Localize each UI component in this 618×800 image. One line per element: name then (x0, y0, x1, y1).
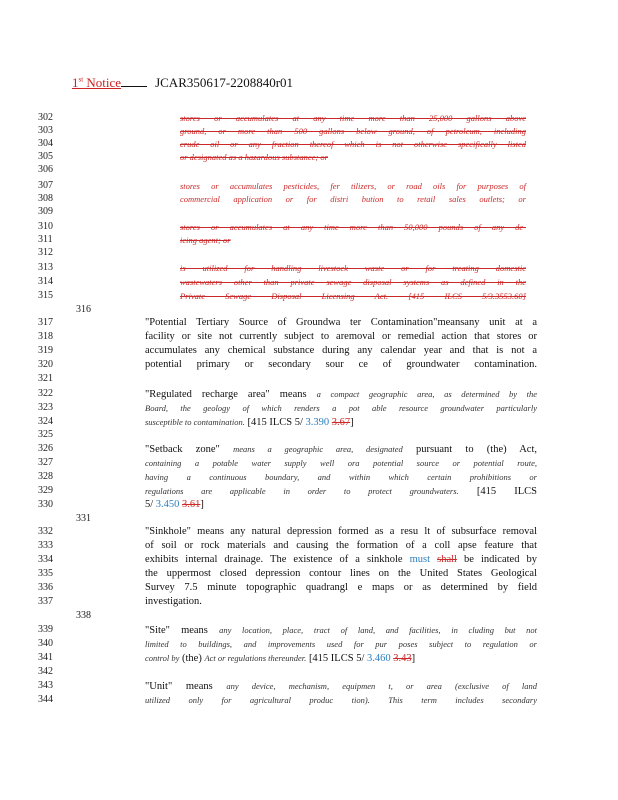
inserted-text: must (409, 554, 431, 565)
citation-text: (the) (182, 653, 202, 664)
line-number: 313 (38, 262, 53, 273)
line-text: stores or accumulates pesticides, fer tilizers, or road oils for purposes of (180, 181, 526, 191)
line-segments (145, 624, 537, 637)
line-segments (145, 471, 537, 484)
line-number: 333 (38, 540, 53, 551)
line-number: 330 (38, 499, 53, 510)
line-segments (145, 694, 537, 707)
text-line (145, 554, 537, 566)
line-number: 311 (38, 234, 53, 245)
line-text: Private Sewage Disposal Licensing Act. [415 ILCS 5/3.3553.60] (180, 291, 526, 301)
line-number: 305 (38, 151, 53, 162)
citation-text: [415 ILCS 5/ (247, 417, 303, 428)
line-number: 336 (38, 582, 53, 593)
notice-label: 1st Notice (72, 75, 122, 90)
text-line (180, 125, 526, 137)
deleted-citation: 3.43 (393, 653, 412, 664)
line-number: 312 (38, 247, 53, 258)
text-line (145, 359, 537, 371)
line-number: 324 (38, 416, 53, 427)
text-line (145, 443, 537, 456)
line-text: stores or accumulates at any time more than 50,000 pounds of any de- (180, 222, 526, 232)
line-text: Survey 7.5 minute topographic quadrangl e maps or as determined by field (145, 582, 537, 593)
text-line (145, 499, 537, 511)
line-text: crude oil or any fraction thereof which is not otherwise specifically listed (180, 139, 526, 149)
statutory-text: having a continuous boundary, and within which certain prohibitions or (145, 472, 537, 482)
line-number: 303 (38, 125, 53, 136)
line-number: 342 (38, 666, 53, 677)
line-number: 329 (38, 485, 53, 496)
deleted-citation: 3.67 (331, 417, 351, 428)
text-line (145, 652, 537, 665)
line-segments (145, 457, 537, 470)
line-number: 326 (38, 443, 53, 454)
line-text: wastewaters other than private sewage disposal systems as defined in the (180, 277, 526, 287)
line-number: 328 (38, 471, 53, 482)
text-line (145, 596, 537, 608)
line-number: 319 (38, 345, 53, 356)
text-line (145, 345, 537, 357)
text-line (145, 485, 537, 498)
text-line (180, 234, 526, 246)
line-text: of soil or rock materials and causing the formation of a coll apse feature that (145, 540, 537, 551)
statutory-text: limited to buildings, and improvements used for pur poses subject to regulation or (145, 639, 537, 649)
closing-bracket: ] (200, 499, 204, 510)
line-segments (145, 499, 537, 511)
inserted-citation: 3.450 (155, 499, 180, 510)
line-segments (145, 416, 537, 429)
text-line (145, 680, 537, 693)
line-text: exhibits internal drainage. The existence of a sinkhole must shall be indicated by (145, 554, 537, 565)
text-line (180, 276, 526, 288)
inserted-citation: 3.390 (305, 417, 330, 428)
text-line (145, 526, 537, 538)
text-line (145, 317, 537, 329)
header-rule (121, 86, 147, 87)
line-segments (145, 402, 537, 415)
line-text: accumulates any chemical substance during any calendar year and that is not a (145, 345, 537, 356)
statutory-text: regulations are applicable in order to protect groundwaters. (145, 486, 459, 496)
statutory-text: control by (145, 653, 180, 663)
line-number: 344 (38, 694, 53, 705)
line-number: 338 (76, 610, 91, 621)
citation-text: [415 ILCS (476, 486, 538, 497)
text-line (180, 151, 526, 163)
line-text: is utilized for handling livestock waste or for treating domestic (180, 263, 526, 273)
line-segments (145, 443, 537, 456)
line-text: commercial application or for distri bution to retail sales outlets; or (180, 194, 526, 204)
line-text: or designated as a hazardous substance; or (180, 152, 328, 162)
line-segments (145, 680, 537, 693)
line-segments (145, 485, 537, 498)
line-number: 322 (38, 388, 53, 399)
line-number: 335 (38, 568, 53, 579)
statutory-text: any device, mechanism, equipmen t, or area (exclusive of land (226, 681, 538, 691)
document-header (72, 75, 293, 91)
text-line (145, 624, 537, 637)
line-number: 332 (38, 526, 53, 537)
inserted-citation: 3.460 (366, 653, 391, 664)
line-segments (145, 388, 537, 401)
text-line (145, 331, 537, 343)
line-number: 334 (38, 554, 53, 565)
text-line (145, 638, 537, 651)
text-line (180, 290, 526, 302)
line-number: 339 (38, 624, 53, 635)
line-number: 314 (38, 276, 53, 287)
defined-term: "Site" means (145, 625, 208, 636)
statutory-text: containing a potable water supply well ora potential source or potential route, (145, 458, 537, 468)
line-number: 341 (38, 652, 53, 663)
line-number: 304 (38, 138, 53, 149)
line-number: 325 (38, 429, 53, 440)
line-text: the uppermost closed depression contour lines on the United States Geological (145, 568, 537, 579)
line-number: 308 (38, 193, 53, 204)
statutory-text: Act or regulations thereunder. (204, 653, 307, 663)
statutory-text: any location, place, tract of land, and facilities, in cluding but not (219, 625, 538, 635)
line-number: 321 (38, 373, 53, 384)
text-line (145, 540, 537, 552)
line-number: 310 (38, 221, 53, 232)
deleted-citation: 3.61 (182, 499, 201, 510)
deleted-text: shall (437, 554, 457, 565)
text-line (145, 416, 537, 429)
text-line (180, 138, 526, 150)
document-id: JCAR350617-2208840r01 (155, 75, 294, 90)
text-line (180, 193, 526, 205)
line-number: 316 (76, 304, 91, 315)
defined-term: "Unit" means (145, 681, 213, 692)
text-line (145, 582, 537, 594)
text-line (145, 388, 537, 401)
line-number: 327 (38, 457, 53, 468)
line-number: 307 (38, 180, 53, 191)
citation-text: 5/ (145, 499, 154, 510)
line-number: 315 (38, 290, 53, 301)
text-line (180, 262, 526, 274)
line-text: ground, or more than 500 gallons below ground, of petroleum, including (180, 126, 526, 136)
line-segments (145, 638, 537, 651)
line-text: potential primary or secondary sour ce of groundwater contamination. (145, 359, 537, 370)
citation-text: pursuant to (the) Act, (416, 444, 538, 455)
line-number: 337 (38, 596, 53, 607)
line-text: investigation. (145, 596, 202, 607)
line-number: 306 (38, 164, 53, 175)
text-line (180, 221, 526, 233)
text-line (145, 568, 537, 580)
statutory-text: utilized only for agricultural produc tion). This term includes secondary (145, 695, 537, 705)
line-text: stores or accumulates at any time more than 25,000 gallons above (180, 113, 526, 123)
line-segments (145, 652, 537, 665)
line-number: 320 (38, 359, 53, 370)
text-line (145, 457, 537, 470)
text-line (145, 694, 537, 707)
line-number: 331 (76, 513, 91, 524)
line-text: "Sinkhole" means any natural depression formed as a resu lt of subsurface removal (145, 526, 537, 537)
line-text: "Potential Tertiary Source of Groundwa ter Contamination"meansany unit at a (145, 317, 537, 328)
text-line (145, 471, 537, 484)
citation-text: [415 ILCS 5/ (308, 653, 365, 664)
statutory-text: a compact geographic area, as determined by the (316, 389, 538, 399)
line-text: icing agent; or (180, 235, 231, 245)
line-number: 317 (38, 317, 53, 328)
text-line (145, 402, 537, 415)
line-text: facility or site not currently subject to aremoval or remedial action that stores or (145, 331, 537, 342)
line-number: 340 (38, 638, 53, 649)
line-number: 309 (38, 206, 53, 217)
defined-term: "Setback zone" (145, 444, 220, 455)
statutory-text: Board, the geology of which renders a pot able resource groundwater particularly (145, 403, 537, 413)
line-number: 302 (38, 112, 53, 123)
closing-bracket: ] (411, 653, 416, 664)
text-line (180, 180, 526, 192)
closing-bracket: ] (350, 417, 354, 428)
line-number: 318 (38, 331, 53, 342)
line-number: 323 (38, 402, 53, 413)
line-number: 343 (38, 680, 53, 691)
statutory-text: susceptible to contamination. (145, 417, 245, 427)
defined-term: "Regulated recharge area" means (145, 389, 307, 400)
statutory-text: means a geographic area, designated (233, 444, 403, 454)
text-line (180, 112, 526, 124)
